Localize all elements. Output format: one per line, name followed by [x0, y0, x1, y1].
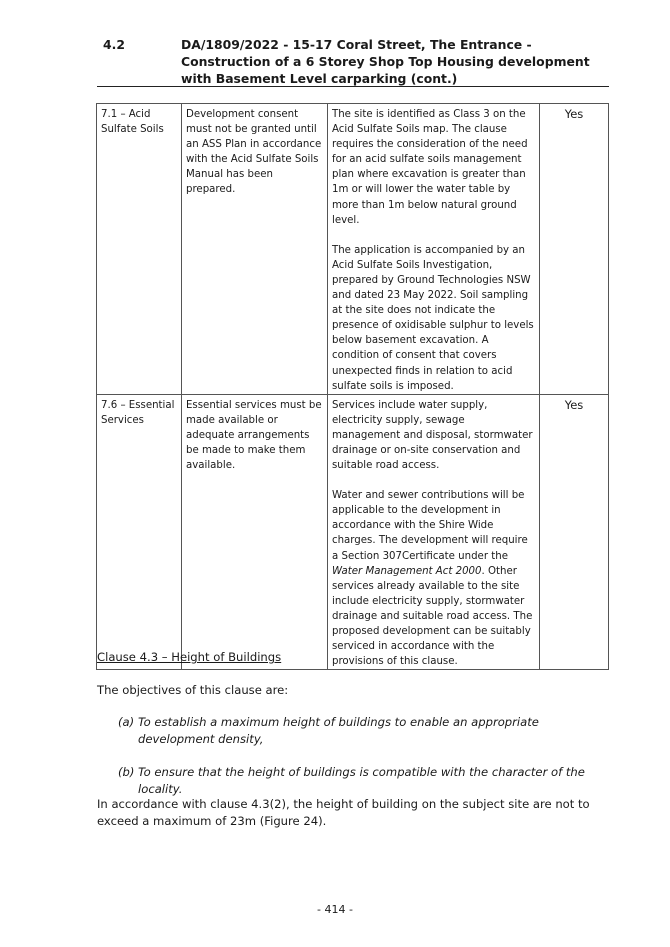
clause-compliance-table — [96, 103, 609, 670]
table-row — [97, 394, 609, 670]
comment-cell — [328, 104, 540, 395]
compliance-cell: Yes — [540, 104, 609, 395]
closing-paragraph: In accordance with clause 4.3(2), the height of building on the subject site are not to exceed a maximum of 23m (Figure 24). — [97, 797, 590, 828]
clause-cell: 7.6 – Essential Services — [97, 394, 182, 670]
header-divider — [97, 86, 609, 87]
objective-label: (a) — [118, 715, 135, 729]
comment-paragraph: Services include water supply, electricity supply, sewage management and disposal, stormwater drainage or on-site conservation and suitable road access. — [332, 399, 533, 472]
comment-cell — [328, 394, 540, 670]
comment-text: Water and sewer contributions will be applicable to the development in accordance with the Shire Wide charges. The development will require a Section 307Certificate under the — [332, 490, 528, 562]
requirement-cell: Essential services must be made available or adequate arrangements be made to make them available. — [182, 394, 328, 670]
compliance-cell: Yes — [540, 394, 609, 670]
objective-label: (b) — [118, 765, 135, 779]
objective-item — [118, 714, 588, 748]
objective-item — [118, 764, 588, 798]
section-heading: Clause 4.3 – Height of Buildings — [97, 650, 282, 664]
objective-text: To ensure that the height of buildings is compatible with the character of the locality. — [138, 765, 585, 796]
table-row — [97, 104, 609, 395]
page-number: - 414 - — [317, 903, 353, 916]
objective-text: To establish a maximum height of buildings to enable an appropriate development density, — [138, 715, 539, 746]
comment-text: . Other services already available to the site include electricity supply, stormwater drainage and suitable road access. The proposed development can be suitably serviced in accordance with the provisions of this clause. — [332, 565, 533, 668]
item-header — [97, 36, 609, 87]
clause-cell: 7.1 – Acid Sulfate Soils — [97, 104, 182, 395]
item-title: DA/1809/2022 - 15-17 Coral Street, The Entrance - Construction of a 6 Storey Shop Top Housing development with Basement Level carparking (cont.) — [181, 37, 590, 86]
requirement-cell: Development consent must not be granted until an ASS Plan in accordance with the Acid Sulfate Soils Manual has been prepared. — [182, 104, 328, 395]
comment-paragraph — [332, 488, 535, 669]
section-intro: The objectives of this clause are: — [97, 683, 289, 697]
comment-paragraph: The application is accompanied by an Acid Sulfate Soils Investigation, prepared by Ground Technologies NSW and dated 23 May 2022. Soil sampling at the site does not indicate the presence of oxidisable sulphur to levels below basement excavation. A condition of consent that covers unexpected finds in relation to acid sulfate soils is imposed. — [332, 244, 534, 392]
comment-paragraph: The site is identified as Class 3 on the Acid Sulfate Soils map. The clause requires the consideration of the need for an acid sulfate soils management plan where excavation is greater than 1m or will lower the water table by more than 1m below natural ground level. — [332, 109, 528, 226]
item-number: 4.2 — [103, 37, 125, 52]
act-name: Water Management Act 2000 — [332, 565, 482, 577]
